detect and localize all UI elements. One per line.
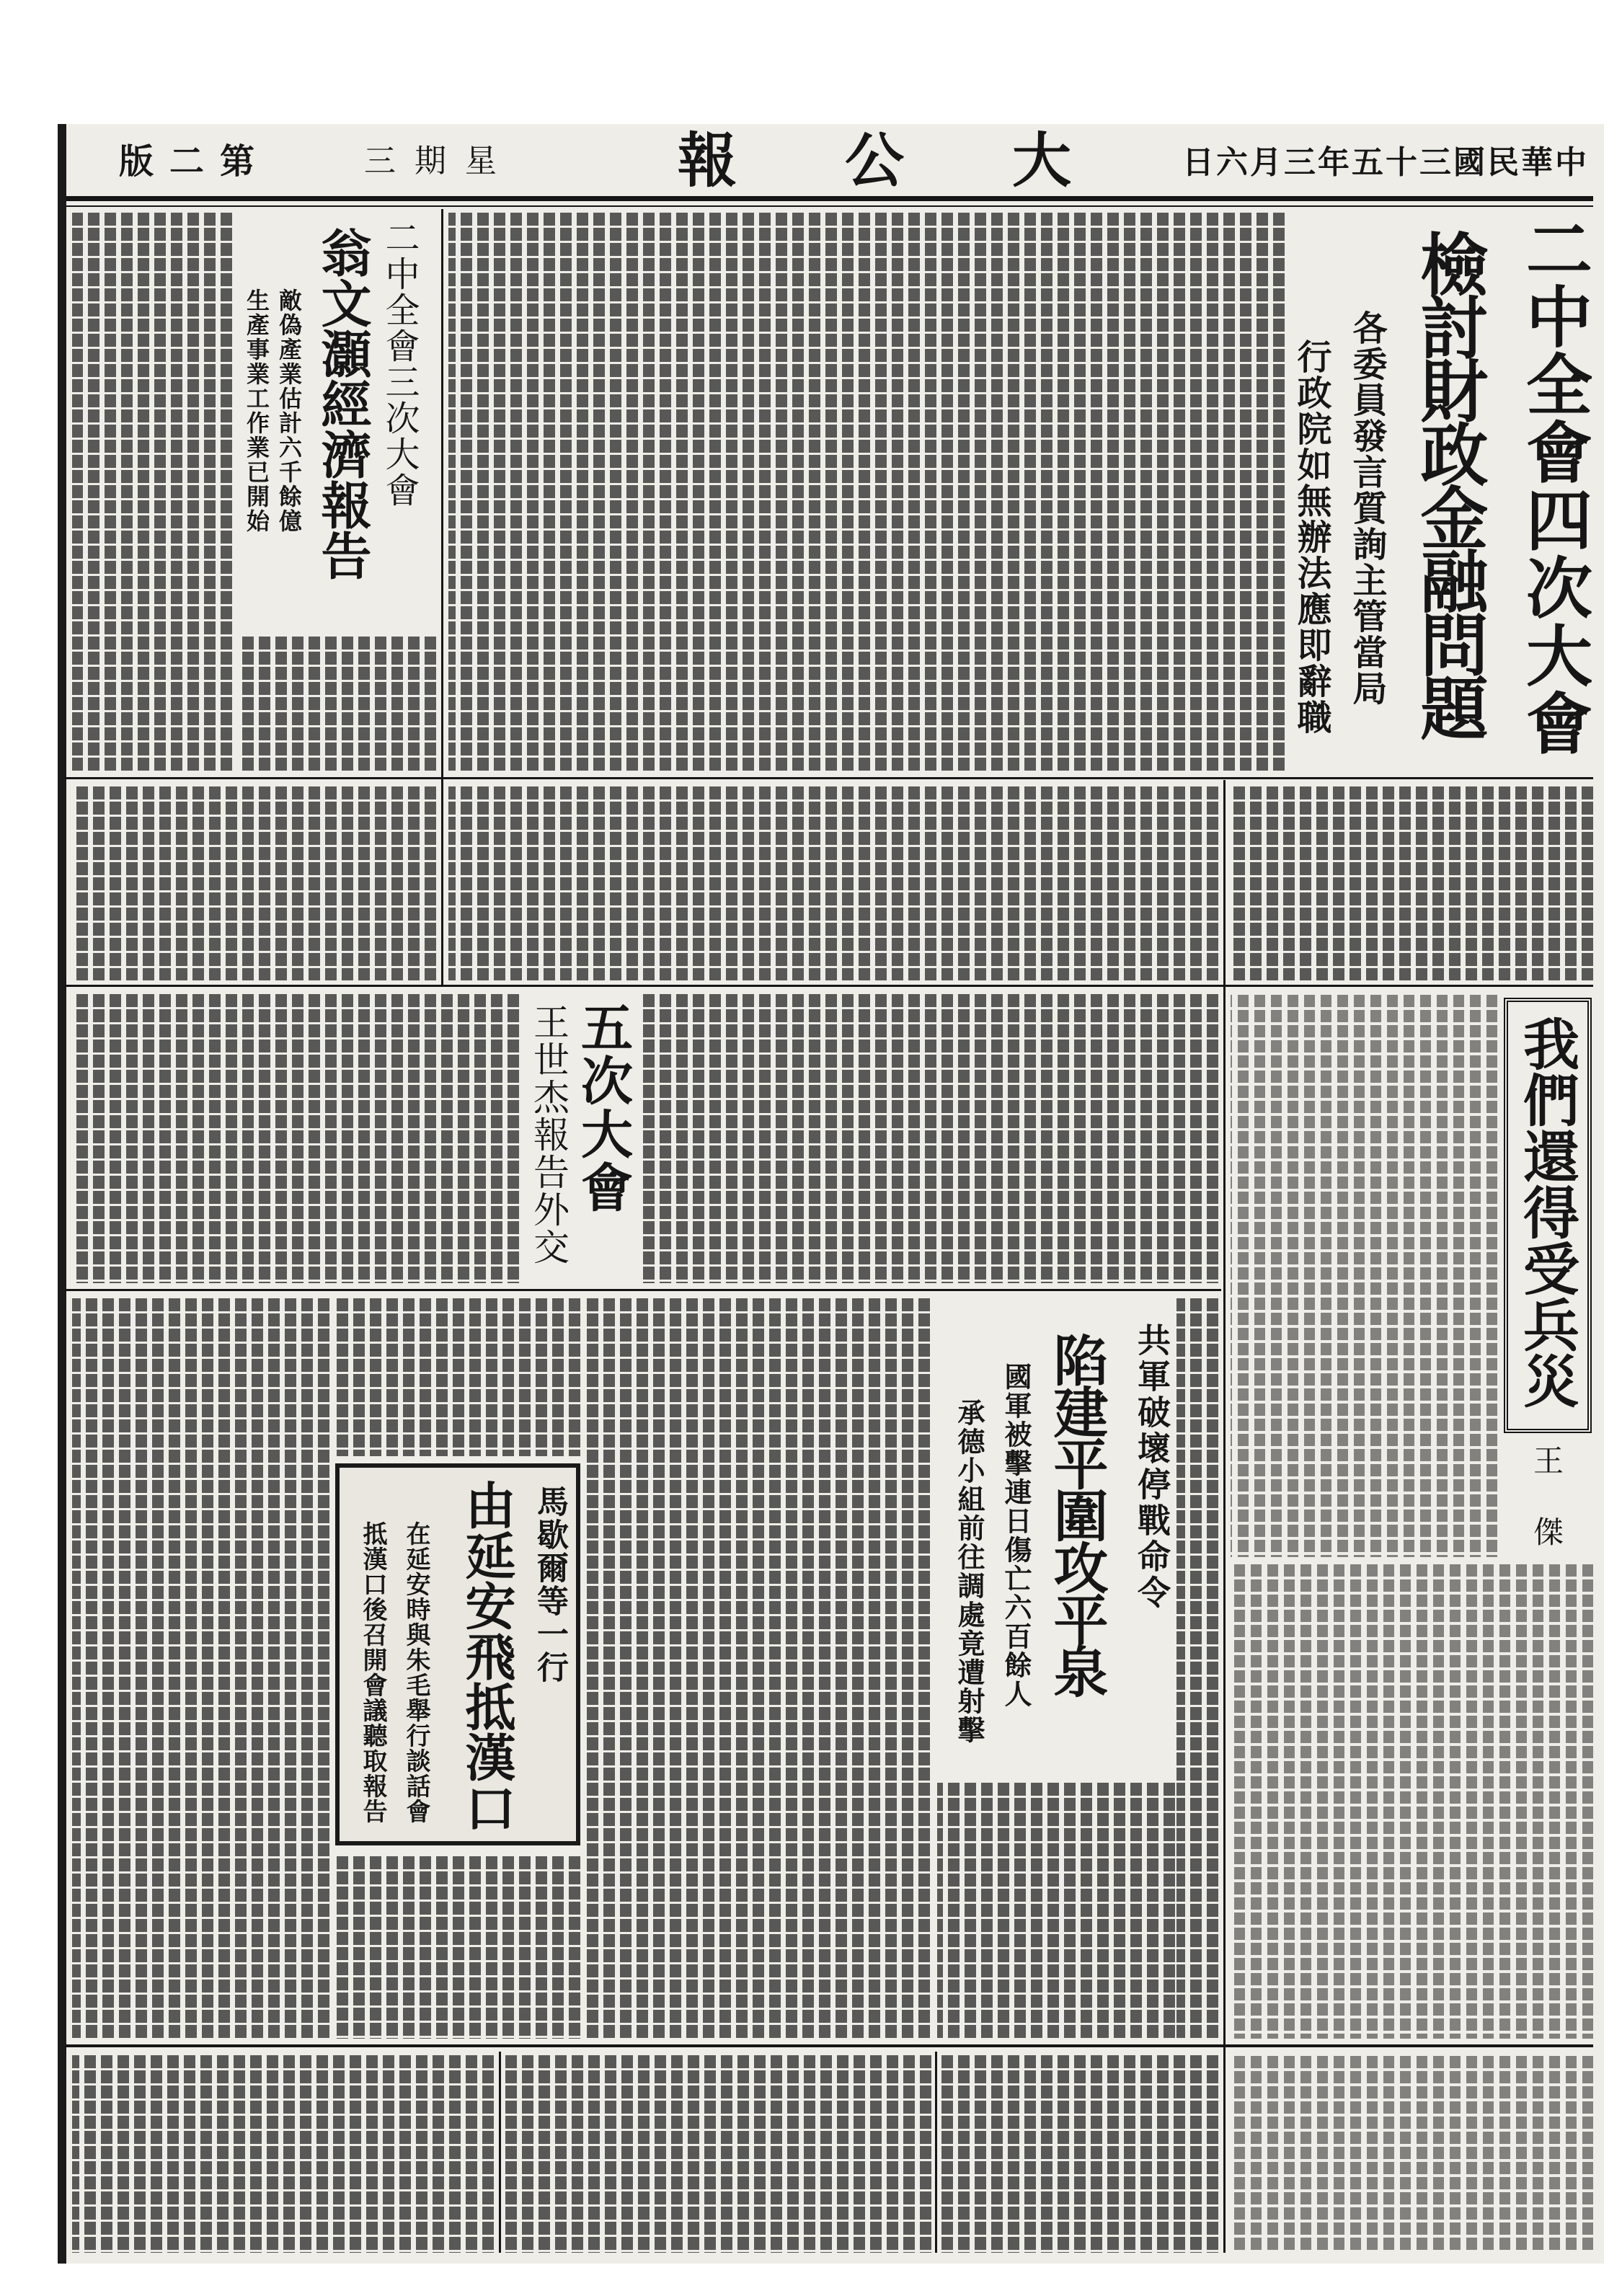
headline: 由延安飛抵漢口	[457, 1479, 517, 1832]
header-rule-thin	[66, 205, 1593, 207]
section-rule	[65, 777, 1593, 779]
article-body	[505, 2053, 931, 2253]
article-body	[72, 784, 436, 980]
article-body	[72, 210, 232, 773]
subheadline: 抵漢口後召開會議聽取報告	[358, 1521, 387, 1824]
article-body	[72, 2053, 494, 2253]
subheadline: 承德小組前往調處竟遭射擊	[953, 1399, 985, 1745]
section-rule	[65, 1289, 1221, 1291]
article-body	[1231, 992, 1497, 1557]
headline-kicker: 馬歇爾等一行	[531, 1485, 568, 1684]
subheadline: 各委員發言質詢主管當局	[1347, 310, 1387, 706]
column-rule	[499, 2052, 501, 2253]
subheadline: 在延安時與朱毛舉行談話會	[402, 1521, 430, 1824]
masthead-weekday: 星期三	[364, 143, 515, 179]
article-body	[335, 1854, 580, 2039]
article-body	[1176, 1296, 1218, 2039]
headline-kicker: 共軍破壞停戰命令	[1133, 1323, 1171, 1611]
column-rule	[1223, 780, 1226, 2253]
headline: 翁文灝經濟報告	[313, 227, 373, 580]
article-body	[238, 634, 436, 773]
article-body	[72, 1296, 329, 2039]
headline: 陷建平圍攻平泉	[1045, 1332, 1109, 1696]
subheadline: 生產事業工作業已開始	[243, 288, 270, 533]
editorial-title: 我們還得受兵災	[1514, 1015, 1579, 1409]
headline-kicker: 二中全會四次大會	[1515, 215, 1593, 757]
subheadline: 敵偽產業估計六千餘億	[275, 288, 303, 533]
article-body	[448, 210, 1285, 773]
column-rule	[935, 2052, 937, 2253]
section-rule	[65, 985, 1593, 987]
headline: 檢討財政金融問題	[1409, 229, 1488, 737]
article-body	[585, 1296, 930, 2039]
subheadline: 行政院如無辦法應即辭職	[1291, 339, 1331, 735]
article-body	[1231, 1561, 1593, 2039]
editorial-author: 王 傑	[1529, 1445, 1564, 1549]
article-body	[72, 992, 519, 1283]
column-rule	[441, 209, 443, 985]
article-body	[1231, 2053, 1593, 2253]
masthead-date: 中華民國三十五年三月六日	[1182, 144, 1589, 181]
article-body	[1231, 784, 1593, 980]
headline-kicker: 五次大會	[572, 1001, 634, 1214]
subheadline: 國軍被擊連日傷亡六百餘人	[1000, 1362, 1032, 1708]
masthead-edition: 第二版	[119, 141, 271, 182]
masthead-title: 大公報	[678, 126, 1180, 195]
section-rule	[65, 2044, 1593, 2047]
article-body	[638, 992, 1218, 1283]
article-body	[941, 2053, 1218, 2253]
headline: 王世杰報告外交	[528, 1003, 570, 1266]
article-body	[937, 1781, 1175, 2039]
article-body	[335, 1296, 580, 1456]
headline-kicker: 二中全會三次大會	[379, 220, 420, 508]
header-rule	[66, 196, 1593, 201]
article-body	[448, 784, 1218, 980]
